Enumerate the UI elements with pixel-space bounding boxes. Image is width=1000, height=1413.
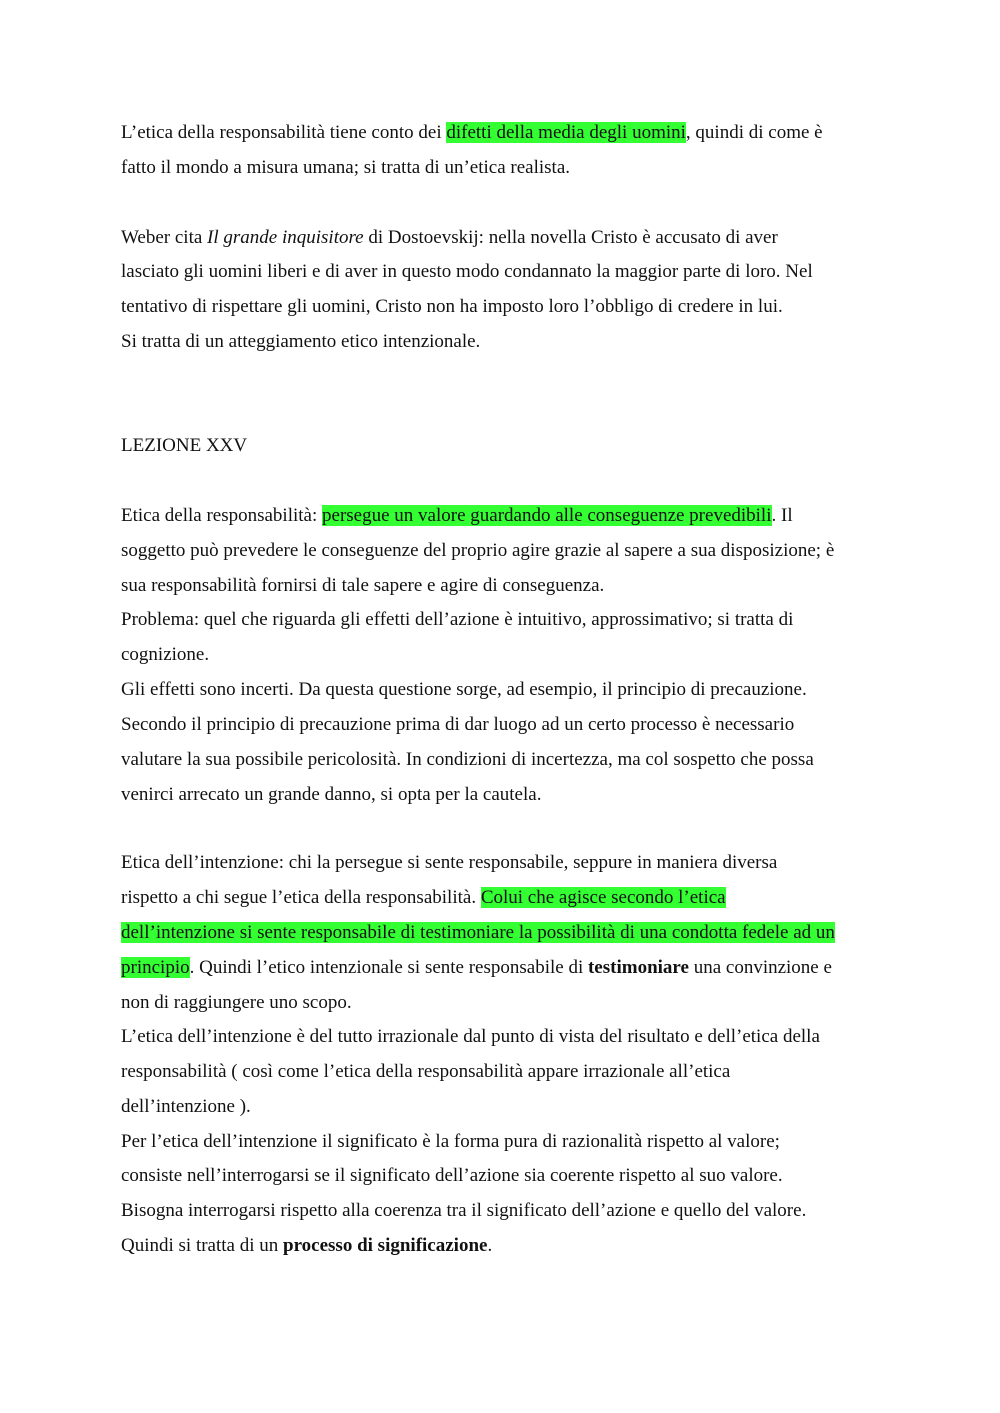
- paragraph-3-line-1: Etica della responsabilità: persegue un valore guardando alle conseguenze prevedibili. Il: [121, 505, 793, 526]
- paragraph-4-line-11: Bisogna interrogarsi rispetto alla coerenza tra il significato dell’azione e quello del valore.: [121, 1200, 807, 1221]
- highlighted-text: persegue un valore guardando alle conseguenze prevedibili: [322, 505, 772, 526]
- paragraph-4-line-5: non di raggiungere uno scopo.: [121, 992, 352, 1013]
- paragraph-4-line-1: Etica dell’intenzione: chi la persegue si sente responsabile, seppure in maniera diversa: [121, 852, 778, 873]
- paragraph-3-line-8: valutare la sua possibile pericolosità. In condizioni di incertezza, ma col sospetto che possa: [121, 749, 814, 770]
- paragraph-4-line-2: rispetto a chi segue l’etica della responsabilità. Colui che agisce secondo l’etica: [121, 887, 726, 908]
- paragraph-4-line-9: Per l’etica dell’intenzione il significato è la forma pura di razionalità rispetto al valore;: [121, 1131, 780, 1152]
- highlighted-text: difetti della media degli uomini: [446, 122, 686, 143]
- paragraph-2-line-1: Weber cita Il grande inquisitore di Dostoevskij: nella novella Cristo è accusato di aver: [121, 227, 778, 248]
- paragraph-3-line-5: cognizione.: [121, 644, 210, 665]
- paragraph-3-line-9: venirci arrecato un grande danno, si opta per la cautela.: [121, 784, 542, 805]
- highlighted-text: principio: [121, 957, 190, 978]
- paragraph-3-line-6: Gli effetti sono incerti. Da questa questione sorge, ad esempio, il principio di precauzione.: [121, 679, 807, 700]
- paragraph-4-line-4: principio. Quindi l’etico intenzionale si sente responsabile di testimoniare una convinzione e: [121, 957, 832, 978]
- bold-term: testimoniare: [587, 957, 689, 978]
- highlighted-text: dell’intenzione si sente responsabile di testimoniare la possibilità di una condotta fedele ad un: [121, 922, 835, 943]
- paragraph-3-line-2: soggetto può prevedere le conseguenze del proprio agire grazie al sapere a sua disposizione; è: [121, 540, 835, 561]
- paragraph-4-line-7: responsabilità ( così come l’etica della responsabilità appare irrazionale all’etica: [121, 1061, 731, 1082]
- paragraph-1-line-2: fatto il mondo a misura umana; si tratta di un’etica realista.: [121, 157, 570, 178]
- highlighted-text: Colui che agisce secondo l’etica: [480, 887, 726, 908]
- bold-term: processo di significazione: [283, 1235, 488, 1256]
- paragraph-1-line-1: L’etica della responsabilità tiene conto dei difetti della media degli uomini, quindi di come è: [121, 122, 823, 143]
- paragraph-2-line-2: lasciato gli uomini liberi e di aver in questo modo condannato la maggior parte di loro. Nel: [121, 261, 813, 282]
- paragraph-4-line-8: dell’intenzione ).: [121, 1096, 251, 1117]
- paragraph-2-line-4: Si tratta di un atteggiamento etico intenzionale.: [121, 331, 481, 352]
- paragraph-4-line-3: [121, 920, 835, 946]
- paragraph-4-line-12: Quindi si tratta di un processo di significazione.: [121, 1235, 493, 1256]
- book-title: Il grande inquisitore: [207, 227, 364, 248]
- paragraph-4-line-10: consiste nell’interrogarsi se il significato dell’azione sia coerente rispetto al suo valore.: [121, 1165, 783, 1186]
- paragraph-2-line-3: tentativo di rispettare gli uomini, Cristo non ha imposto loro l’obbligo di credere in lui.: [121, 296, 783, 317]
- lesson-heading: LEZIONE XXV: [121, 435, 248, 456]
- paragraph-4-line-6: L’etica dell’intenzione è del tutto irrazionale dal punto di vista del risultato e dell’etica della: [121, 1026, 820, 1047]
- paragraph-3-line-3: sua responsabilità fornirsi di tale sapere e agire di conseguenza.: [121, 575, 605, 596]
- paragraph-3-line-4: Problema: quel che riguarda gli effetti dell’azione è intuitivo, approssimativo; si tratta di: [121, 609, 794, 630]
- paragraph-3-line-7: Secondo il principio di precauzione prima di dar luogo ad un certo processo è necessario: [121, 714, 795, 735]
